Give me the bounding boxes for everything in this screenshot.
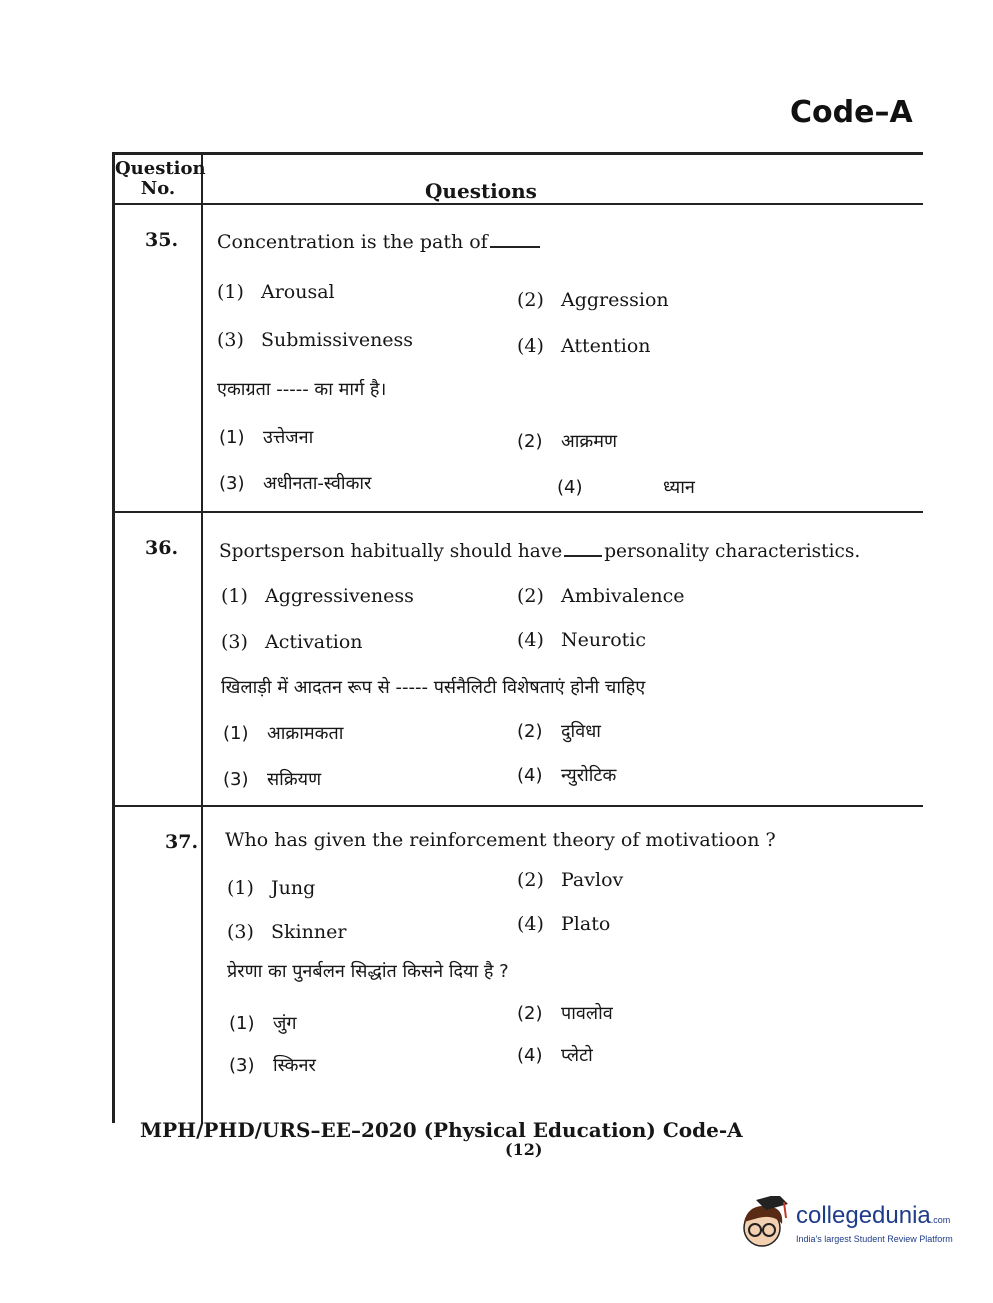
question-text: [219, 541, 860, 562]
page-number: (12): [505, 1140, 543, 1159]
option-number: (1): [229, 1013, 255, 1034]
option-3: [217, 329, 413, 351]
option-label: सक्रियण: [267, 769, 322, 790]
option-number: (2): [517, 431, 543, 452]
option-label: Attention: [561, 335, 651, 357]
option-1: [217, 281, 335, 303]
question-text-before: Concentration is the path of: [217, 231, 488, 253]
question-number: 36.: [145, 537, 179, 559]
option-number: (2): [517, 1003, 543, 1024]
logo-suffix: .com: [930, 1215, 951, 1225]
option-number: (1): [227, 877, 254, 899]
option-label: Pavlov: [561, 869, 624, 891]
option-label: Skinner: [271, 921, 347, 943]
option-label: Jung: [271, 877, 316, 899]
logo-name: collegedunia: [796, 1202, 931, 1229]
option-label: आक्रमण: [561, 431, 617, 452]
hindi-question-text: प्रेरणा का पुनर्बलन सिद्धांत किसने दिया है ?: [227, 961, 509, 982]
hindi-question-text: एकाग्रता ----- का मार्ग है।: [217, 379, 387, 400]
logo-text: [796, 1202, 950, 1230]
option-3: [227, 921, 346, 943]
option-number: (4): [517, 629, 544, 651]
hindi-option-3: [223, 767, 321, 791]
question-text-before: Sportsperson habitually should have: [219, 541, 563, 562]
option-number: (3): [227, 921, 254, 943]
option-number: (3): [229, 1055, 255, 1076]
option-number: (4): [557, 477, 583, 498]
option-number: (4): [517, 913, 544, 935]
option-2: [517, 585, 684, 607]
option-number: (2): [517, 289, 544, 311]
mascot-icon: [738, 1196, 792, 1254]
header-qno-line1: Question: [115, 158, 206, 179]
option-3: [221, 631, 363, 653]
code-label: Code–A: [790, 95, 913, 130]
question-text-after: personality characteristics.: [604, 541, 861, 562]
option-1: [221, 585, 414, 607]
hindi-option-2: [517, 1001, 613, 1025]
option-label: ध्यान: [663, 477, 695, 498]
option-4: [517, 913, 610, 935]
hindi-question-text: खिलाड़ी में आदतन रूप से ----- पर्सनैलिटी विशेषताएं होनी चाहिए: [221, 677, 646, 698]
hindi-option-1: [223, 721, 343, 745]
option-2: [517, 289, 669, 311]
question-number: 37.: [165, 831, 199, 853]
collegedunia-logo[interactable]: [738, 1196, 968, 1256]
option-number: (3): [221, 631, 248, 653]
option-number: (1): [221, 585, 248, 607]
hindi-option-2: [517, 719, 601, 743]
hindi-option-4: [517, 1043, 593, 1067]
question-row-37: [115, 807, 923, 1123]
table-header: [115, 155, 923, 205]
question-text: [225, 829, 776, 851]
logo-tagline: India's largest Student Review Platform: [796, 1234, 953, 1244]
option-label: पावलोव: [561, 1003, 613, 1024]
option-label: स्किनर: [273, 1055, 316, 1076]
option-2: [517, 869, 623, 891]
option-number: (1): [217, 281, 244, 303]
question-text: [217, 231, 542, 253]
question-row-36: [115, 513, 923, 807]
answer-blank: [490, 246, 540, 248]
option-number: (1): [219, 427, 245, 448]
option-label: जुंग: [273, 1013, 297, 1034]
question-number: 35.: [145, 229, 179, 251]
option-label: Aggression: [561, 289, 669, 311]
hindi-option-4: [557, 475, 695, 499]
option-4: [517, 629, 646, 651]
question-row-35: [115, 205, 923, 513]
option-number: (1): [223, 723, 249, 744]
option-number: (4): [517, 765, 543, 786]
header-question-no: [115, 158, 206, 199]
option-label: प्लेटो: [561, 1045, 593, 1066]
option-1: [227, 877, 315, 899]
answer-blank: [564, 555, 602, 557]
header-qno-line2: No.: [140, 178, 176, 199]
option-label: आक्रामकता: [267, 723, 344, 744]
hindi-option-3: [219, 471, 371, 495]
hindi-option-2: [517, 429, 617, 453]
option-number: (3): [219, 473, 245, 494]
option-label: Activation: [265, 631, 363, 653]
hindi-option-1: [219, 425, 313, 449]
option-label: Submissiveness: [261, 329, 414, 351]
header-questions: Questions: [425, 179, 537, 203]
option-label: Aggressiveness: [265, 585, 414, 607]
option-label: न्युरोटिक: [561, 765, 617, 786]
option-number: (2): [517, 869, 544, 891]
option-label: Neurotic: [561, 629, 646, 651]
option-label: Ambivalence: [561, 585, 685, 607]
option-label: दुविधा: [561, 721, 601, 742]
footer-exam-code: MPH/PHD/URS–EE–2020 (Physical Education) Code-A: [140, 1118, 743, 1142]
hindi-option-4: [517, 763, 616, 787]
option-number: (3): [217, 329, 244, 351]
hindi-option-1: [229, 1011, 297, 1035]
hindi-option-3: [229, 1053, 316, 1077]
option-4: [517, 335, 651, 357]
questions-table: [112, 152, 923, 1123]
option-label: अधीनता-स्वीकार: [263, 473, 372, 494]
option-number: (3): [223, 769, 249, 790]
option-number: (4): [517, 1045, 543, 1066]
option-number: (4): [517, 335, 544, 357]
question-text-before: Who has given the reinforcement theory of motivatioon ?: [225, 829, 776, 851]
option-number: (2): [517, 721, 543, 742]
option-label: उत्तेजना: [263, 427, 314, 448]
option-label: Plato: [561, 913, 611, 935]
option-label: Arousal: [261, 281, 335, 303]
option-number: (2): [517, 585, 544, 607]
